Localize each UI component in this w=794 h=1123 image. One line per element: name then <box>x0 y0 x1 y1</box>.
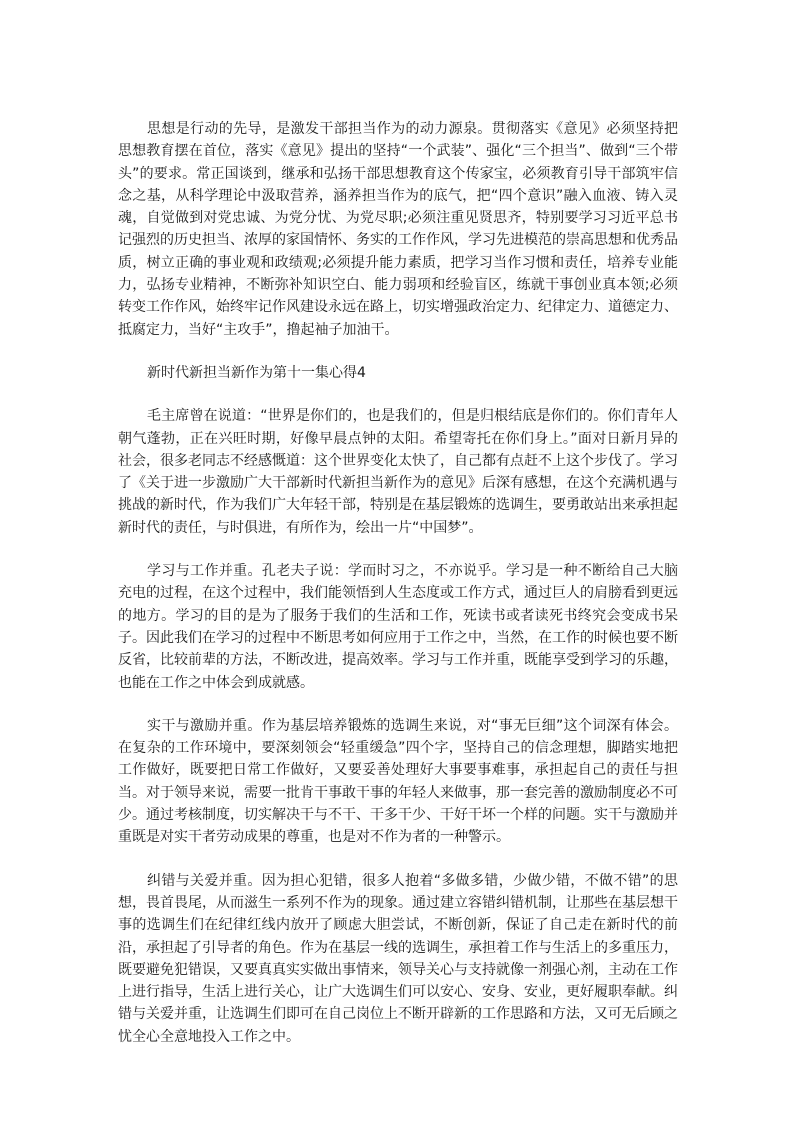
section-heading: 新时代新担当新作为第十一集心得4 <box>147 364 366 381</box>
paragraph-action-and-incentive: 实干与激励并重。作为基层培养锻炼的选调生来说，对“事无巨细”这个词深有体会。在复杂的工作环境中，要深刻领会“轻重缓急”四个字，坚持自己的信念理想，脚踏实地把工作做好，既要把日常工作做好，又要妥善处理好大事要事难事，承担起自己的责任与担当。对于领导来说，需要一批肯干事敢干事的年轻人来做事，那一套完善的激励制度必不可少。通过考核制度，切实解决干与不干、干多干少、干好干坏一个样的问题。实干与激励并重既是对实干者劳动成果的尊重，也是对不作为者的一种警示。 <box>118 717 678 846</box>
paragraph-study-and-work: 学习与工作并重。孔老夫子说：学而时习之，不亦说乎。学习是一种不断给自己大脑充电的过程，在这个过程中，我们能领悟到人生态度或工作方式，通过巨人的肩膀看到更远的地方。学习的目的是为了服务于我们的生活和工作，死读书或者读死书终究会变成书呆子。因此我们在学习的过程中不断思考如何应用于工作之中，当然，在工作的时候也要不断反省，比较前辈的方法，不断改进，提高效率。学习与工作并重，既能享受到学习的乐趣，也能在工作之中体会到成就感。 <box>118 563 678 691</box>
paragraph-chairman-mao-quote: 毛主席曾在说道：“世界是你们的，也是我们的，但是归根结底是你们的。你们青年人朝气蓬勃，正在兴旺时期，好像早晨点钟的太阳。希望寄托在你们身上。”面对日新月异的社会，很多老同志不经感慨道：这个世界变化太快了，自己都有点赶不上这个步伐了。学习了《关于进一步激励广大干部新时代新担当新作为的意见》后深有感想，在这个充满机遇与挑战的新时代，作为我们广大年轻干部，特别是在基层锻炼的选调生，要勇敢站出来承担起新时代的责任，与时俱进，有所作为，绘出一片“中国梦”。 <box>118 408 678 536</box>
paragraph-thought-education: 思想是行动的先导，是激发干部担当作为的动力源泉。贯彻落实《意见》必须坚持把思想教育摆在首位，落实《意见》提出的坚持“一个武装”、强化“三个担当”、做到“三个带头”的要求。常正国谈到，继承和弘扬干部思想教育这个传家宝，必须教育引导干部筑牢信念之基，从科学理论中汲取营养，涵养担当作为的底气，把“四个意识”融入血液、铸入灵魂，自觉做到对党忠诚、为党分忧、为党尽职;必须注重见贤思齐，特别要学习习近平总书记强烈的历史担当、浓厚的家国情怀、务实的工作作风，学习先进模范的崇高思想和优秀品质，树立正确的事业观和政绩观;必须提升能力素质，把学习当作习惯和责任，培养专业能力，弘扬专业精神，不断弥补知识空白、能力弱项和经验盲区，练就干事创业真本领;必须转变工作作风，始终牢记作风建设永远在路上，切实增强政治定力、纪律定力、道德定力、抵腐定力，当好“主攻手”，撸起袖子加油干。 <box>118 121 678 338</box>
paragraph-error-correction-and-care: 纠错与关爱并重。因为担心犯错，很多人抱着“多做多错，少做少错，不做不错”的思想，畏首畏尾，从而滋生一系列不作为的现象。通过建立容错纠错机制，让那些在基层想干事的选调生们在纪律红线内放开了顾虑大胆尝试，不断创新，保证了自己走在新时代的前沿，承担起了引导者的角色。作为在基层一线的选调生，承担着工作与生活上的多重压力，既要避免犯错误，又要真真实实做出事情来，领导关心与支持就像一剂强心剂，主动在工作上进行指导，生活上进行关心，让广大选调生们可以安心、安身、安业，更好履职奉献。纠错与关爱并重，让选调生们即可在自己岗位上不断开辟新的工作思路和方法，又可无后顾之忧全心全意地投入工作之中。 <box>118 872 678 1045</box>
document-body <box>118 118 678 1069</box>
